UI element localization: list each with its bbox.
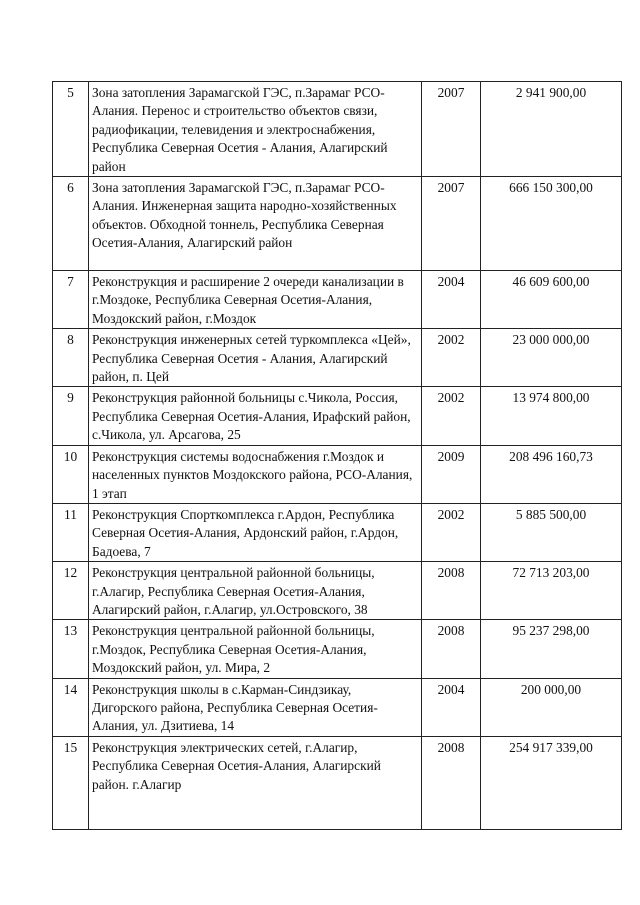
object-sum: 72 713 203,00 bbox=[481, 562, 622, 620]
object-year: 2007 bbox=[422, 82, 481, 177]
object-description: Реконструкция системы водоснабжения г.Моздок и населенных пунктов Моздокского района, РСО-Алания, 1 этап bbox=[89, 445, 422, 503]
object-description: Зона затопления Зарамагской ГЭС, п.Зарамаг РСО-Алания. Инженерная защита народно-хозяйственных объектов. Обходной тоннель, Республика Северная Осетия-Алания, Алагирский район bbox=[89, 177, 422, 271]
object-description: Реконструкция и расширение 2 очереди канализации в г.Моздоке, Республика Северная Осетия-Алания, Моздокский район, г.Моздок bbox=[89, 271, 422, 329]
object-sum: 254 917 339,00 bbox=[481, 736, 622, 829]
object-sum: 95 237 298,00 bbox=[481, 620, 622, 678]
object-description: Реконструкция электрических сетей, г.Алагир, Республика Северная Осетия-Алания, Алагирский район. г.Алагир bbox=[89, 736, 422, 829]
row-number: 9 bbox=[53, 387, 89, 445]
object-sum: 2 941 900,00 bbox=[481, 82, 622, 177]
row-number: 13 bbox=[53, 620, 89, 678]
table-row bbox=[53, 271, 622, 329]
row-number: 6 bbox=[53, 177, 89, 271]
row-number: 12 bbox=[53, 562, 89, 620]
object-year: 2009 bbox=[422, 445, 481, 503]
object-description: Реконструкция районной больницы с.Чикола, Россия, Республика Северная Осетия-Алания, Ирафский район, с.Чикола, ул. Арсагова, 25 bbox=[89, 387, 422, 445]
object-year: 2002 bbox=[422, 503, 481, 561]
object-description: Реконструкция Спорткомплекса г.Ардон, Республика Северная Осетия-Алания, Ардонский район, г.Ардон, Бадоева, 7 bbox=[89, 503, 422, 561]
object-sum: 23 000 000,00 bbox=[481, 329, 622, 387]
table-row bbox=[53, 387, 622, 445]
table-row bbox=[53, 82, 622, 177]
table-row bbox=[53, 620, 622, 678]
object-sum: 666 150 300,00 bbox=[481, 177, 622, 271]
table-row bbox=[53, 678, 622, 736]
object-description: Зона затопления Зарамагской ГЭС, п.Зарамаг РСО-Алания. Перенос и строительство объектов связи, радиофикации, телевидения и электроснабжения, Республика Северная Осетия - Алания, Алагирский район bbox=[89, 82, 422, 177]
objects-table bbox=[52, 81, 622, 830]
object-year: 2008 bbox=[422, 562, 481, 620]
row-number: 7 bbox=[53, 271, 89, 329]
object-description: Реконструкция центральной районной больницы, г.Моздок, Республика Северная Осетия-Алания, Моздокский район, ул. Мира, 2 bbox=[89, 620, 422, 678]
object-year: 2002 bbox=[422, 387, 481, 445]
table-row bbox=[53, 503, 622, 561]
object-sum: 13 974 800,00 bbox=[481, 387, 622, 445]
object-sum: 5 885 500,00 bbox=[481, 503, 622, 561]
row-number: 10 bbox=[53, 445, 89, 503]
object-year: 2007 bbox=[422, 177, 481, 271]
table-row bbox=[53, 177, 622, 271]
object-year: 2002 bbox=[422, 329, 481, 387]
object-description: Реконструкция центральной районной больницы, г.Алагир, Республика Северная Осетия-Алания, Алагирский район, г.Алагир, ул.Островского, 38 bbox=[89, 562, 422, 620]
row-number: 15 bbox=[53, 736, 89, 829]
object-year: 2008 bbox=[422, 736, 481, 829]
row-number: 5 bbox=[53, 82, 89, 177]
object-description: Реконструкция инженерных сетей туркомплекса «Цей», Республика Северная Осетия - Алания, Алагирский район, п. Цей bbox=[89, 329, 422, 387]
row-number: 14 bbox=[53, 678, 89, 736]
object-year: 2004 bbox=[422, 678, 481, 736]
object-year: 2008 bbox=[422, 620, 481, 678]
object-description: Реконструкция школы в с.Карман-Синдзикау, Дигорского района, Республика Северная Осетия-Алания, ул. Дзитиева, 14 bbox=[89, 678, 422, 736]
row-number: 11 bbox=[53, 503, 89, 561]
object-sum: 200 000,00 bbox=[481, 678, 622, 736]
table-row bbox=[53, 445, 622, 503]
row-number: 8 bbox=[53, 329, 89, 387]
object-sum: 208 496 160,73 bbox=[481, 445, 622, 503]
object-sum: 46 609 600,00 bbox=[481, 271, 622, 329]
table-row bbox=[53, 329, 622, 387]
table-row bbox=[53, 736, 622, 829]
object-year: 2004 bbox=[422, 271, 481, 329]
table-row bbox=[53, 562, 622, 620]
